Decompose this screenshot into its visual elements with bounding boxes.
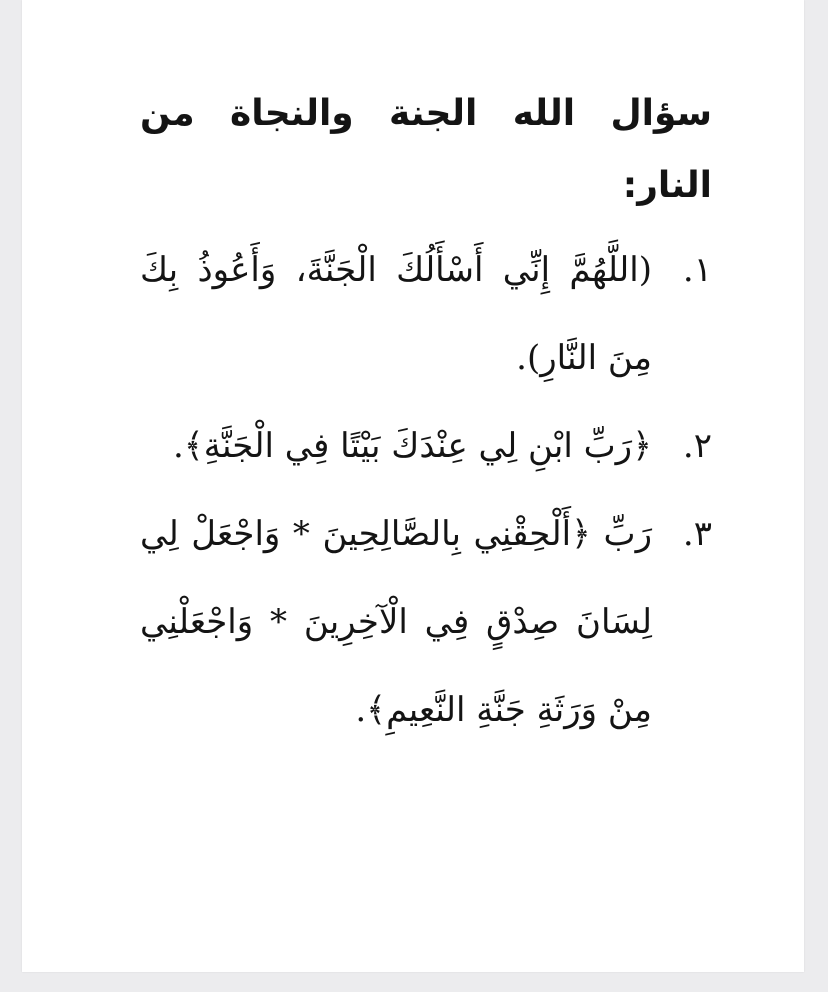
list-item [140,490,712,754]
item-number: ١. [682,250,712,290]
item-number: ٣. [682,514,712,554]
item-number: ٢. [682,426,712,466]
item-text: رَبِّ ﴿أَلْحِقْنِي بِالصَّالِحِينَ * وَاجْعَلْ لِي لِسَانَ صِدْقٍ فِي الْآخِرِينَ * وَاجْعَلْنِي مِنْ وَرَثَةِ جَنَّةِ النَّعِيمِ﴾. [140,514,652,730]
item-text: ﴿رَبِّ ابْنِ لِي عِنْدَكَ بَيْتًا فِي الْجَنَّةِ﴾. [172,426,652,466]
list-item [140,226,712,402]
document-page [22,0,804,972]
section-title: سؤال الله الجنة والنجاة من النار: [140,93,712,206]
list-item [140,402,712,490]
item-text: (اللَّهُمَّ إِنِّي أَسْأَلُكَ الْجَنَّةَ، وَأَعُوذُ بِكَ مِنَ النَّارِ). [140,250,652,378]
document-content [140,78,712,754]
